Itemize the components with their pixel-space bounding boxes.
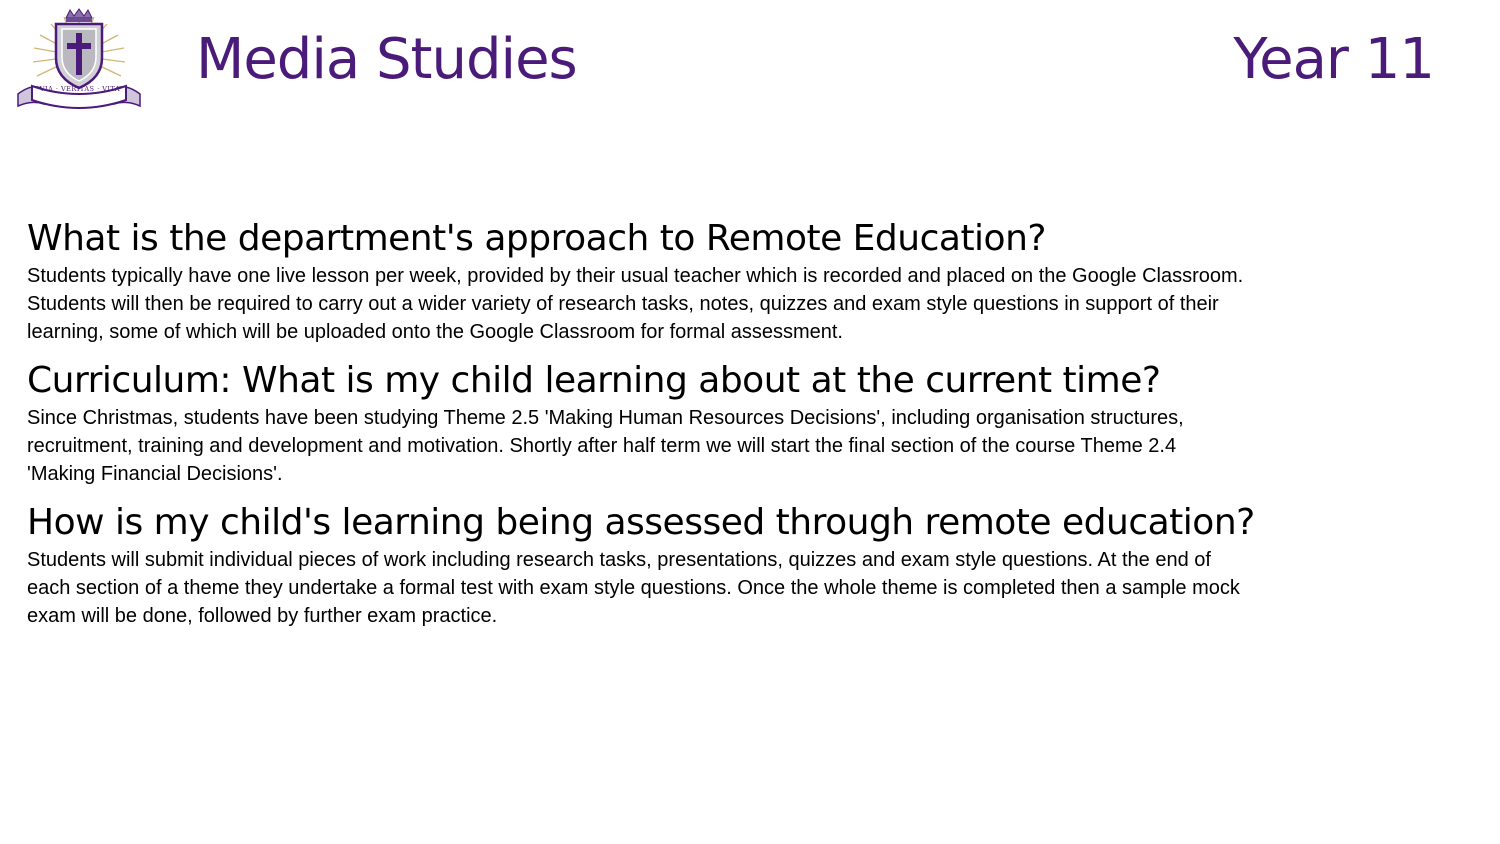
crest-motto: VIA · VERITAS · VITA [39, 85, 121, 93]
section-heading: What is the department's approach to Remote Education? [27, 218, 1047, 259]
section-heading: How is my child's learning being assessed through remote education? [27, 502, 1255, 543]
main-content [27, 216, 1467, 642]
section-body: Students typically have one live lesson per week, provided by their usual teacher which is recorded and placed on the Google Classroom. Students will then be required to carry out a wider variety of research tasks, notes, quizzes and exam style questions in support of their learning, some of which will be uploaded onto the Google Classroom for formal assessment. [27, 265, 1244, 343]
section-remote-education-approach [27, 216, 1467, 346]
section-assessment [27, 500, 1467, 630]
section-body: Since Christmas, students have been studying Theme 2.5 'Making Human Resources Decisions', including organisation structures, recruitment, training and development and motivation. Shortly after half term we will start the final section of the course Theme 2.4 'Making Financial Decisions'. [27, 407, 1184, 485]
school-crest-logo [14, 8, 144, 114]
subject-title: Media Studies [196, 27, 577, 92]
section-curriculum [27, 358, 1467, 488]
section-heading: Curriculum: What is my child learning about at the current time? [27, 360, 1161, 401]
section-body: Students will submit individual pieces of work including research tasks, presentations, quizzes and exam style questions. At the end of each section of a theme they undertake a formal test with exam style questions. Once the whole theme is completed then a sample mock exam will be done, followed by further exam practice. [27, 549, 1240, 627]
year-group-title: Year 11 [1233, 27, 1434, 92]
